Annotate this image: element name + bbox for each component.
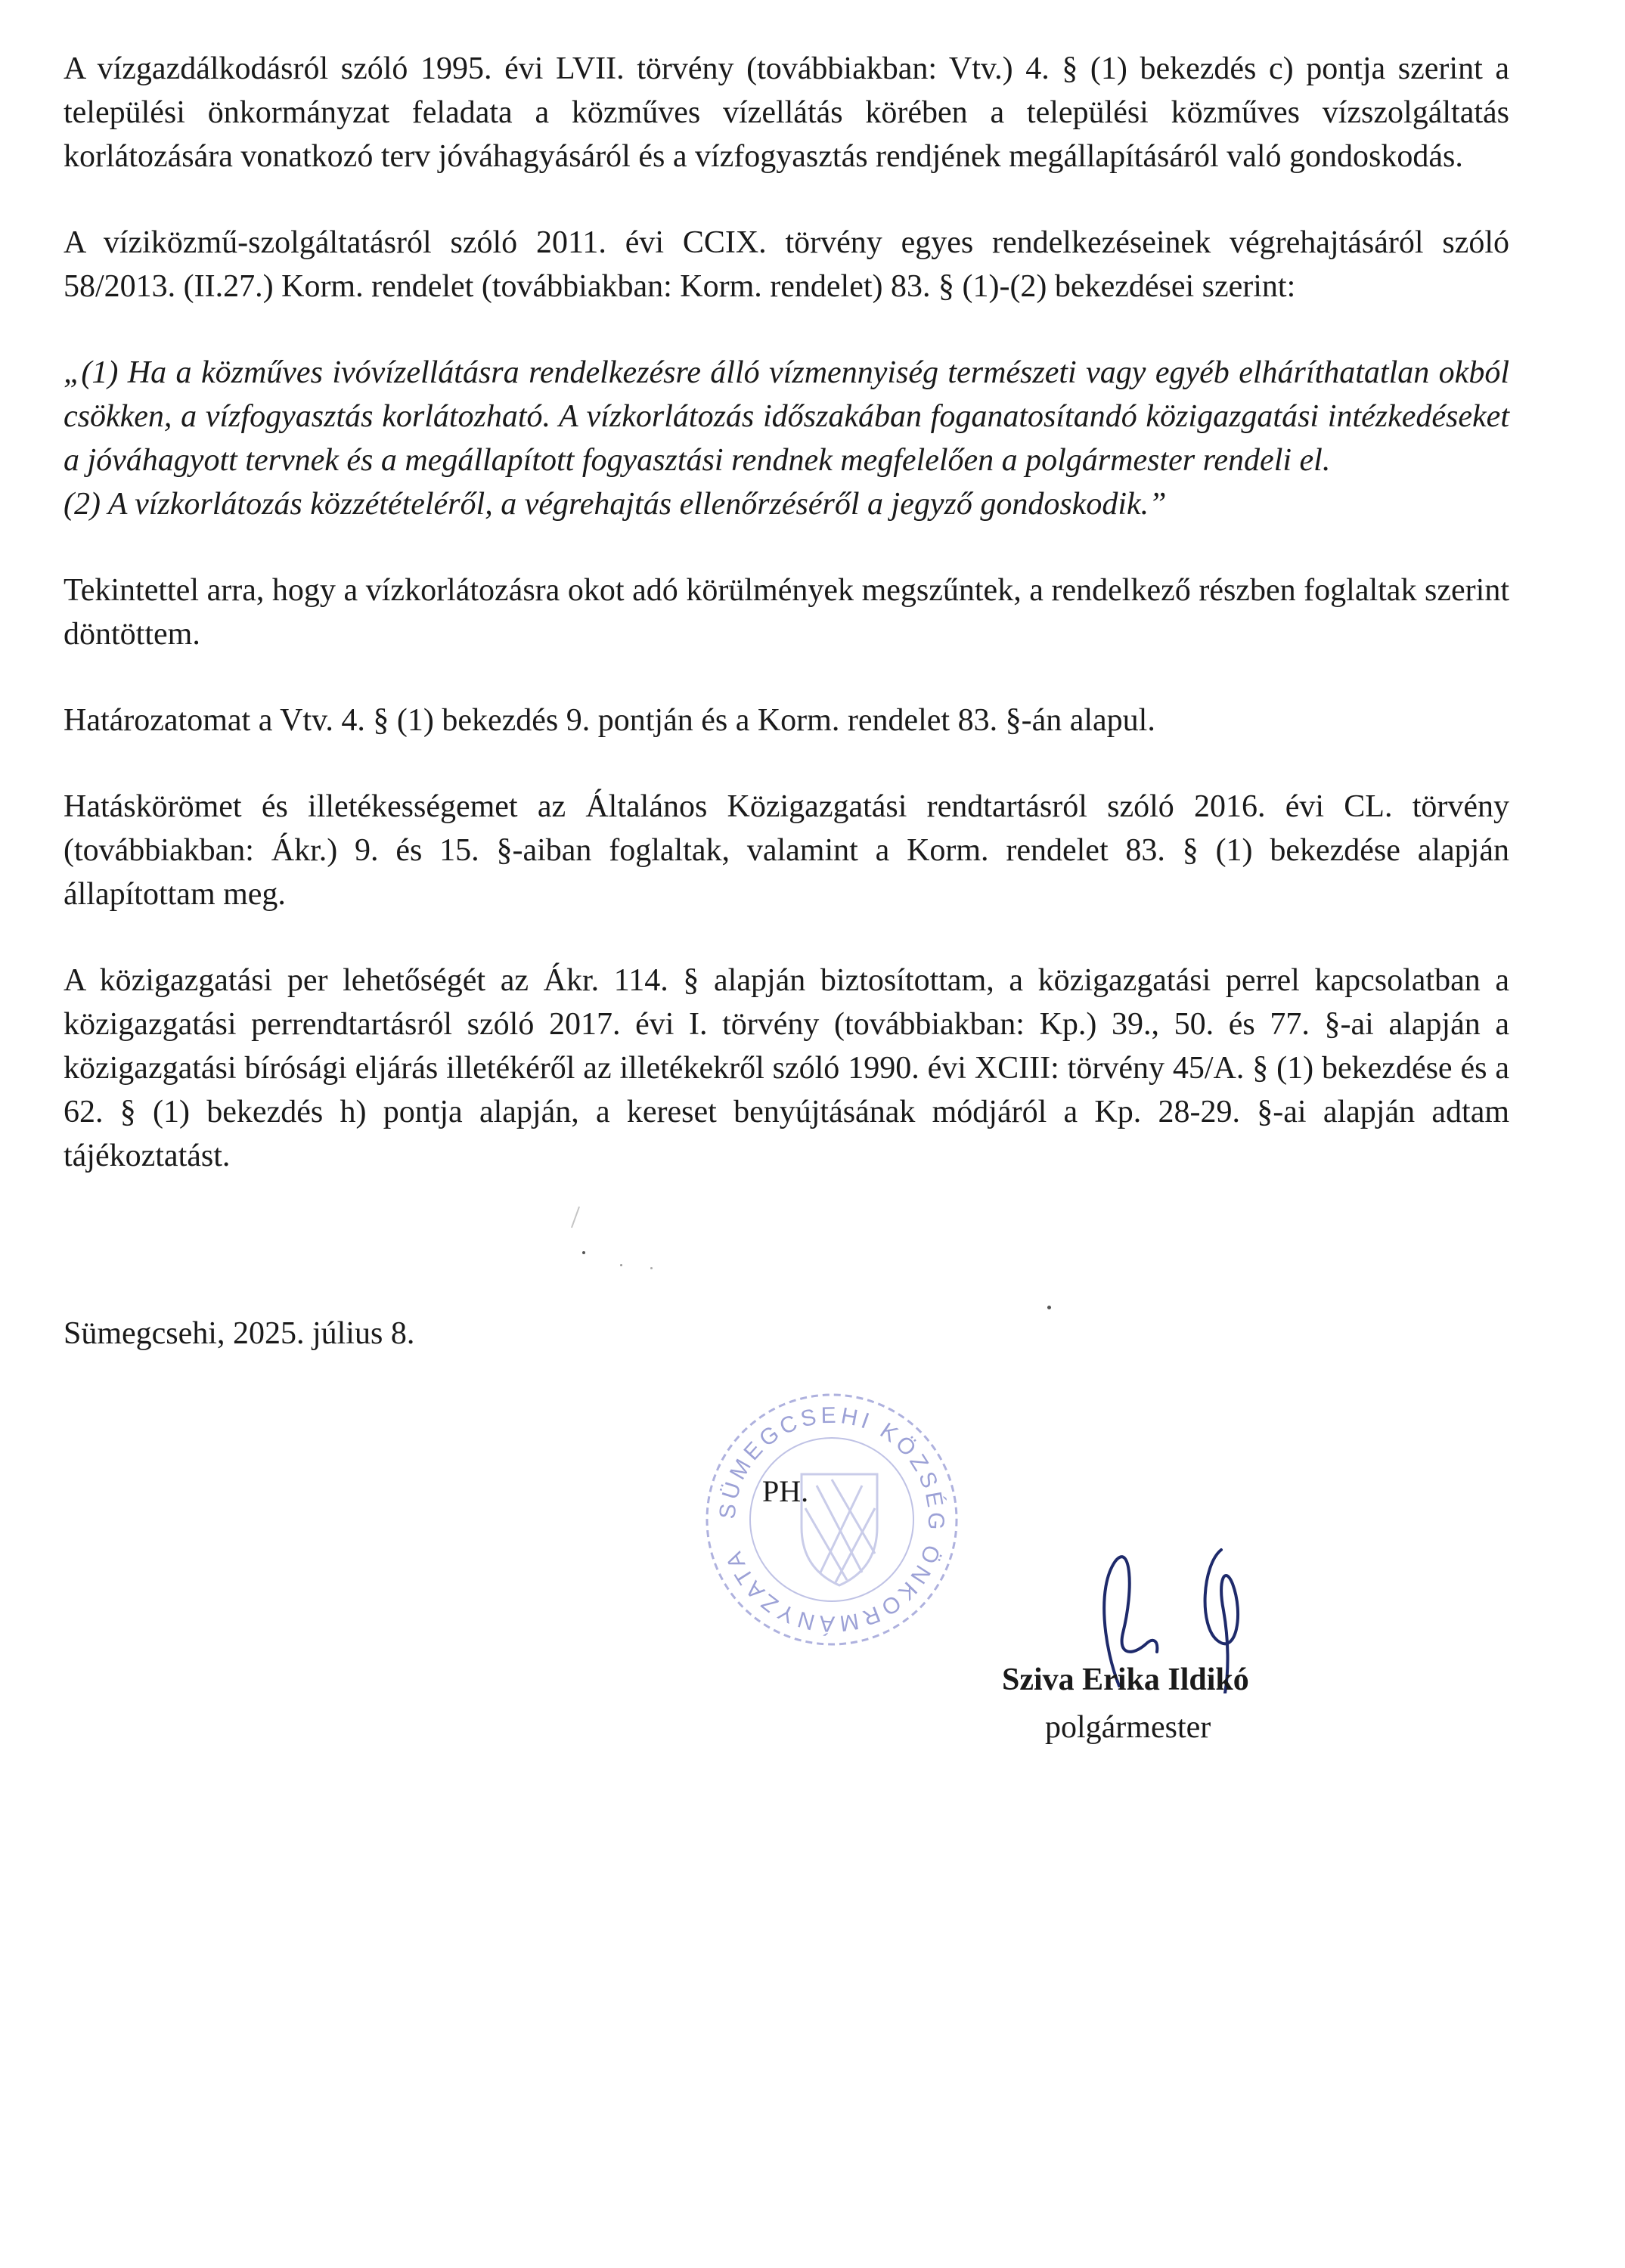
quote-line-1: „(1) Ha a közműves ivóvízellátásra rendelkezésre álló vízmennyiség természeti vagy egyéb elháríthatatlan okból csökken, a vízfogyasztás korlátozható. A vízkorlátozás időszakában foganatosítandó közigazgatási intézkedéseket a jóváhagyott tervnek és a megállapított fogyasztási rendnek megfelelően a polgármester rendeli el. <box>64 355 1509 478</box>
stamp-ring-text: SÜMEGCSEHI KÖZSÉG ÖNKORMÁNYZATA <box>715 1402 949 1637</box>
document-body <box>64 47 1509 1220</box>
scan-speck <box>620 1264 622 1266</box>
paragraph-legal-remedy: A közigazgatási per lehetőségét az Ákr. 114. § alapján biztosítottam, a közigazgatási perrel kapcsolatban a közigazgatási perrendtartásról szóló 2017. évi I. törvény (továbbiakban: Kp.) 39., 50. és 77. §-ai alapján a közigazgatási bírósági eljárás illetékéről az illetékekről szóló 1990. évi XCIII: törvény 45/A. § (1) bekezdése és a 62. § (1) bekezdés h) pontja alapján, a kereset benyújtásának módjáról a Kp. 28-29. §-ai alapján adtam tájékoztatást. <box>64 963 1509 1173</box>
paragraph-vtv: A vízgazdálkodásról szóló 1995. évi LVII. törvény (továbbiakban: Vtv.) 4. § (1) bekezdés c) pontja szerint a települési önkormányzat feladata a közműves vízellátás körében a települési közműves vízszolgáltatás korlátozására vonatkozó terv jóváhagyásáról és a vízfogyasztás rendjének megállapításáról való gondoskodás. <box>64 51 1509 174</box>
quote-line-2: (2) A vízkorlátozás közzétételéről, a végrehajtás ellenőrzéséről a jegyző gondoskodik.” <box>64 487 1167 522</box>
paragraph-korm-rendelet: A víziközmű-szolgáltatásról szóló 2011. évi CCIX. törvény egyes rendelkezéseinek végrehajtásáról szóló 58/2013. (II.27.) Korm. rendelet (továbbiakban: Korm. rendelet) 83. § (1)-(2) bekezdései szerint: <box>64 225 1509 304</box>
paragraph-basis: Határozatomat a Vtv. 4. § (1) bekezdés 9. pontján és a Korm. rendelet 83. §-án alapul. <box>64 703 1155 738</box>
signer-title: polgármester <box>1045 1710 1211 1745</box>
legal-quote <box>64 351 1509 526</box>
paragraph-reasoning: Tekintettel arra, hogy a vízkorlátozásra okot adó körülmények megszűntek, a rendelkező részben foglaltak szerint döntöttem. <box>64 573 1509 652</box>
scan-speck <box>582 1251 585 1254</box>
paragraph-competence: Hatáskörömet és illetékességemet az Általános Közigazgatási rendtartásról szóló 2016. évi CL. törvény (továbbiakban: Ákr.) 9. és 15. §-aiban foglaltak, valamint a Korm. rendelet 83. § (1) bekezdése alapján állapítottam meg. <box>64 789 1509 912</box>
official-stamp <box>699 1387 964 1652</box>
place-and-date: Sümegcsehi, 2025. július 8. <box>64 1316 415 1351</box>
stamp-inner-ring <box>750 1438 913 1601</box>
stamp-outer-ring <box>707 1395 957 1644</box>
scan-speck <box>650 1267 653 1269</box>
coat-of-arms-icon <box>802 1474 877 1585</box>
signer-name: Sziva Erika Ildikó <box>1002 1662 1249 1697</box>
stamp-ph-label: PH. <box>762 1474 809 1508</box>
scan-speck <box>1047 1306 1051 1309</box>
